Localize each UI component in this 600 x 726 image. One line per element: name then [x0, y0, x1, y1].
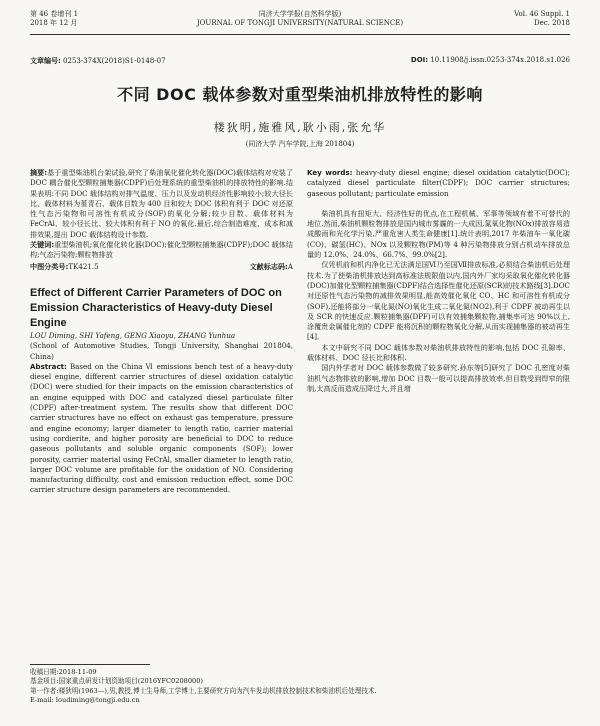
document-code-label: 文献标志码: — [249, 261, 288, 271]
document-code-value: A — [287, 261, 293, 271]
abstract-cn-label: 摘要: — [30, 168, 48, 177]
doi — [411, 56, 570, 64]
journal-date-en: Dec. 2018 — [534, 19, 570, 27]
clc-label: 中图分类号: — [30, 261, 69, 271]
fund-info — [30, 677, 570, 686]
left-column — [30, 168, 293, 656]
article-number-label: 文章编号: — [30, 57, 61, 65]
journal-name-en: JOURNAL OF TONGJI UNIVERSITY(NATURAL SCIENCE) — [196, 19, 404, 27]
header-rule — [30, 34, 570, 35]
article-number — [30, 56, 166, 66]
article-number-value: 0253-374X(2018)S1-0148-07 — [63, 57, 166, 65]
footnote — [30, 664, 570, 706]
email-value[interactable]: loudiming@tongji.edu.cn — [55, 696, 140, 705]
keywords-cn — [30, 240, 293, 261]
header-center — [30, 10, 570, 28]
affiliation-en: (School of Automotive Studies, Tongji University, Shanghai 201804, China) — [30, 341, 293, 361]
section-gap — [307, 199, 570, 209]
received-label: 收稿日期: — [30, 668, 59, 676]
two-column-body — [30, 168, 570, 656]
fund-label: 基金项目: — [30, 677, 59, 686]
abstract-en-text: Based on the China Ⅵ emissions bench test of a heavy-duty diesel engine, different carrier structures of diesel oxidation catalytic (DOC) were studied for their impacts on the emission characteristics of an engine equipped with DOC and catalyzed diesel particulate filter (CDPF) after-treatment system. The results show that different DOC carrier structures have no effect on exhaust gas temperature, pressure and engine economy; larger diameter to length ratio, carrier material using cordierite, and higher porosity are beneficial to DOC to reduce gaseous pollutants and soluble organic components (SOF); lower porosity, carrier material using FeCrAl, smaller diameter to length ratio, larger DOC volume are profitable for the oxidation of NO. Considering manufacturing difficulty, cost and emission reduction effect, some DOC carrier structure design parameters are recommended. — [30, 361, 293, 495]
journal-date-cn: 2018 年 12 月 — [30, 19, 78, 27]
abstract-en-label: Abstract: — [30, 361, 67, 371]
journal-name-cn: 同济大学学报(自然科学版) — [258, 10, 342, 18]
doi-label: DOI: — [410, 56, 429, 64]
article-title-cn: 不同 DOC 载体参数对重型柴油机排放特性的影响 — [117, 85, 483, 104]
body-paragraph: 仅凭机前和机内净化已无法满足国Ⅵ乃至国Ⅶ排放标准,必须结合柴油机后处理技术.为了使柴油机排放达到高标准法规限值以内,国内外厂家均采取氧化催化转化器(DOC)加催化型颗粒捕集器(CDPF)结合选择性催化还原(SCR)的技术路线[3].DOC 对还原性气态污染物的减排效果明显,能高效催化氧化 CO、HC 和可溶性有机成分(SOF),还能将部分一氧化氮(NO)氧化生成二氧化氮(NO2),利于 CDPF 被动再生以及 SCR 的快速反应.颗粒捕集器(DPF)可以有效捕集颗粒物,捕集率可达 90%以上,涂覆贵金属催化剂的 CDPF 能将沉积的颗粒物氧化分解,从而实现捕集器的被动再生[4]. — [307, 260, 570, 342]
received-date — [30, 668, 570, 677]
abstract-cn-text: 基于重型柴油机台架试验,研究了柴油氧化催化转化器(DOC)载体结构对安装了 DOC 耦合催化型颗粒捕集器(CDPF)后处理系统的重型柴油机的排放特性的影响.结果表明:不同 DOC 载体结构对排气温度、压力以及发动机经济性影响较小;较大径长比、载体材料为堇青石、载体目数为 400 目和较大 DOC 体积有利于 DOC 对还原性气态污染物和可溶性有机成分(SOF)的氧化分解;较少目数、载体材料为 FeCrAl、较小径长比、较大体积有利于 NO 的氧化.最后,综合制造难度、成本和减排效果,提出 DOC 载体结构设计参数. — [30, 168, 293, 239]
keywords-cn-label: 关键词: — [30, 240, 55, 250]
footnote-rule — [30, 664, 150, 665]
received-value: 2018-11-09 — [58, 668, 97, 676]
article-title-en: Effect of Different Carrier Parameters of DOC on Emission Characteristics of Heavy-duty Diesel Engine — [30, 286, 282, 329]
author-email — [30, 696, 570, 705]
right-column — [307, 168, 570, 656]
body-paragraph: 国内外学者对 DOC 载体参数做了较多研究.孙东等[5]研究了 DOC 孔密度对柴油机气态物排放的影响,增加 DOC 目数一般可以提高排放效率,但目数受到焊窄的限制,太高反而造成压降过大,并且增 — [307, 363, 570, 393]
classification-line — [30, 262, 293, 272]
email-label: E-mail: — [30, 696, 54, 705]
clc-value: TK421.5 — [68, 261, 99, 271]
bio-value: 楼狄明(1963—),男,教授,博士生导师,工学博士,主要研究方向为汽车发动机排放控制技术和柴油机后处理技术. — [58, 686, 377, 695]
abstract-cn — [30, 168, 293, 240]
keywords-en-text: heavy-duty diesel engine; diesel oxidation catalytic(DOC); catalyzed diesel particulate filter(CDPF); DOC carrier structures; gaseous pollutant; particulate emission — [307, 168, 570, 198]
author-bio — [30, 687, 570, 696]
body-paragraph: 本文中研究不同 DOC 载体参数对柴油机排放特性的影响,包括 DOC 孔隙率、载体材料、DOC 径长比和体积. — [307, 342, 570, 363]
keywords-en — [307, 168, 570, 199]
document-code — [250, 262, 293, 272]
authors-en: LOU Diming, SHI Yafeng, GENG Xiaoyu, ZHANG Yunhua — [30, 330, 236, 340]
affiliation-cn: (同济大学 汽车学院,上海 201804) — [245, 140, 355, 148]
bio-label: 第一作者: — [30, 686, 59, 695]
abstract-en — [30, 362, 293, 496]
clc-number — [30, 262, 99, 272]
journal-volume-en: Vol. 46 Suppl. 1 — [514, 10, 570, 18]
journal-volume-cn: 第 46 卷增刊 1 — [30, 10, 79, 18]
running-header — [30, 0, 570, 34]
doi-value: 10.11908/j.issn.0253-374x.2018.s1.026 — [430, 56, 570, 64]
keywords-en-label: Key words: — [307, 168, 353, 177]
fund-value: 国家重点研发计划资助项目(2016YFC0208000) — [58, 677, 203, 686]
keywords-cn-text: 重型柴油机;氧化催化转化器(DOC);催化型颗粒捕集器(CDPF);DOC 载体结构;气态污染物;颗粒物排放 — [30, 240, 293, 260]
header-right — [514, 10, 570, 28]
body-paragraph: 柴油机具有扭矩大、经济性好的优点,在工程机械、军事等领域有着不可替代的地位.然而,柴油机颗粒物排放是国内城市雾霾的一大成因,氮氧化物(NOx)排放容易造成酸雨和光化学污染,严重危害人类生命健康[1].统计表明,2017 年柴油车一氧化碳(CO)、碳氢(HC)、NOx 以及颗粒物(PM)等 4 种污染物排放分别占机动车排放总量的 12.0%、24.0%、66.7%、99.0%[2]. — [307, 208, 570, 260]
article-meta — [30, 54, 570, 72]
authors-cn: 楼狄明,施雅风,耿小雨,张允华 — [213, 121, 387, 134]
